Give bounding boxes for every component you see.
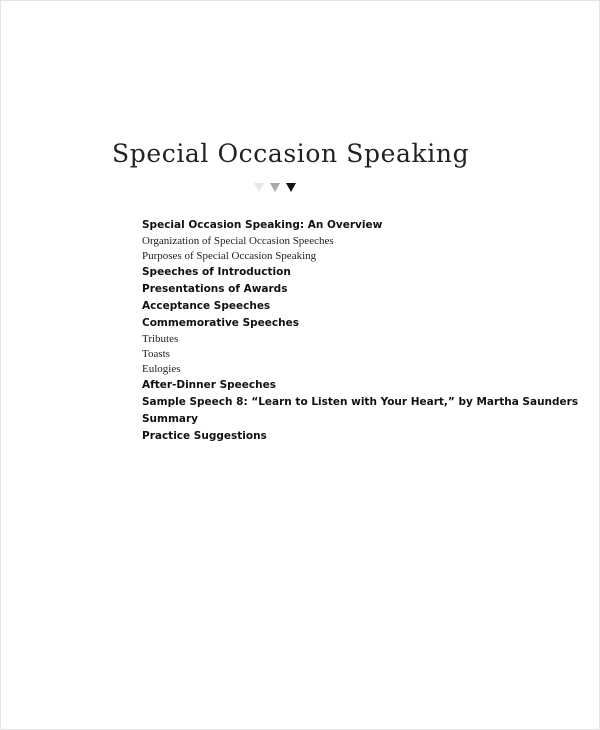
- ornament-triangle-mid: [270, 183, 280, 192]
- toc-subitem-toasts: Toasts: [142, 348, 170, 360]
- toc-item-commemorative-speeches: Commemorative Speeches: [142, 317, 299, 329]
- toc-item-introduction-speeches: Speeches of Introduction: [142, 266, 291, 278]
- toc-item-practice-suggestions: Practice Suggestions: [142, 430, 267, 442]
- toc-subitem-tributes: Tributes: [142, 333, 179, 345]
- chapter-title: Special Occasion Speaking: [112, 139, 470, 168]
- ornament-triangle-dark: [286, 183, 296, 192]
- ornament-triangle-light: [254, 183, 264, 192]
- toc-subitem-organization: Organization of Special Occasion Speeches: [142, 235, 334, 247]
- toc-subitem-eulogies: Eulogies: [142, 363, 181, 375]
- toc-subitem-purposes: Purposes of Special Occasion Speaking: [142, 250, 317, 262]
- toc-item-award-presentations: Presentations of Awards: [142, 283, 288, 295]
- toc-item-overview: Special Occasion Speaking: An Overview: [142, 219, 383, 231]
- toc-item-after-dinner-speeches: After-Dinner Speeches: [142, 379, 276, 391]
- toc-item-acceptance-speeches: Acceptance Speeches: [142, 300, 271, 312]
- toc-item-sample-speech: Sample Speech 8: “Learn to Listen with Your Heart,” by Martha Saunders: [142, 396, 579, 408]
- table-of-contents: [142, 217, 578, 445]
- toc-item-summary: Summary: [142, 413, 199, 425]
- triangle-ornament-icon: [253, 182, 299, 194]
